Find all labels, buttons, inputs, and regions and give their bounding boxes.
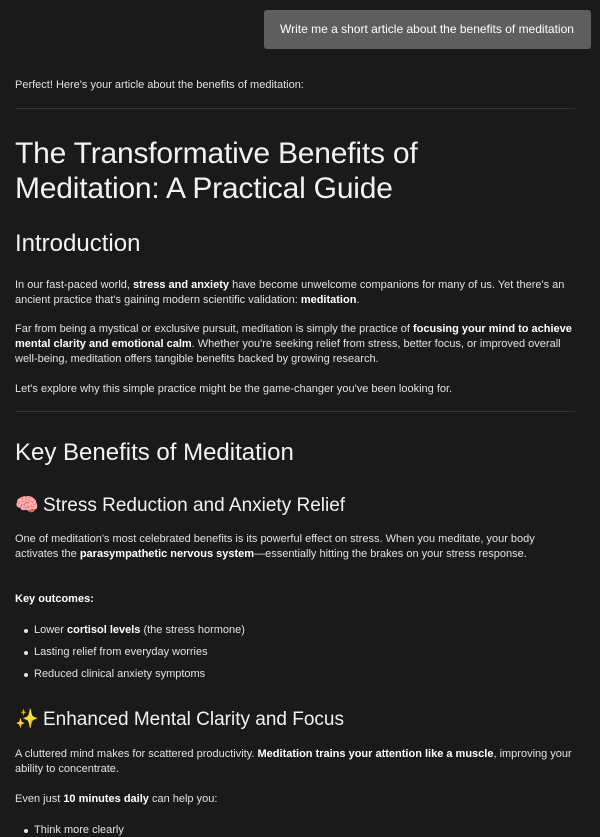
text: can help you: (148, 793, 218, 805)
heading-text: Stress Reduction and Anxiety Relief (43, 495, 346, 516)
introduction-heading: Introduction (15, 230, 141, 257)
text: have become unwelcome companions for many of us. Yet there's an ancient practice that's gaining modern scientific validation: (15, 279, 565, 306)
bold-text: Meditation trains your attention like a muscle (257, 748, 494, 760)
text: —essentially hitting the brakes on your stress response. (254, 548, 527, 560)
clarity-paragraph-2 (15, 792, 575, 807)
text: In our fast-paced world, (15, 279, 134, 291)
text: Reduced clinical anxiety symptoms (34, 668, 206, 680)
text: , improving your ability to concentrate. (15, 748, 572, 775)
text: Lower (34, 624, 68, 636)
sparkles-icon: ✨ (15, 708, 39, 730)
article-title-line-2: Meditation: A Practical Guide (15, 172, 393, 205)
key-outcomes-label (15, 592, 575, 607)
intro-paragraph-1 (15, 278, 575, 308)
bold-text: Key outcomes: (15, 593, 94, 605)
clarity-paragraph-1 (15, 747, 575, 777)
text: Even just (15, 793, 64, 805)
intro-paragraph-2 (15, 322, 575, 367)
user-message-bubble (264, 10, 591, 49)
text: (the stress hormone) (140, 624, 245, 636)
text: Think more clearly (34, 824, 124, 836)
list-item (15, 819, 124, 837)
stress-section-heading (15, 492, 345, 519)
key-benefits-heading: Key Benefits of Meditation (15, 439, 294, 466)
bold-text: stress and anxiety (133, 279, 230, 291)
article-title (15, 136, 418, 206)
text: . Whether you're seeking relief from stress, better focus, or improved overall well-being, meditation offers tangible benefits backed by growing research. (15, 338, 561, 365)
bold-text: parasympathetic nervous system (79, 548, 255, 560)
text: . (356, 294, 360, 306)
list-item (15, 641, 245, 663)
list-item (15, 663, 245, 685)
clarity-section-heading (15, 706, 344, 733)
user-message-text: Write me a short article about the benefits of meditation (280, 22, 574, 36)
divider (15, 411, 575, 412)
clarity-benefits-list (15, 819, 124, 837)
heading-text: Enhanced Mental Clarity and Focus (43, 709, 344, 730)
bold-text: 10 minutes daily (63, 793, 149, 805)
stress-paragraph (15, 532, 575, 562)
list-item (15, 619, 245, 641)
intro-paragraph-3: Let's explore why this simple practice might be the game-changer you've been looking for. (15, 383, 453, 395)
bold-text: focusing your mind to achieve mental clarity and emotional calm (15, 323, 572, 350)
brain-icon: 🧠 (15, 494, 39, 516)
response-intro-line: Perfect! Here's your article about the benefits of meditation: (15, 79, 304, 91)
text: A cluttered mind makes for scattered productivity. (15, 748, 258, 760)
divider (15, 108, 575, 109)
text: Far from being a mystical or exclusive pursuit, meditation is simply the practice of (15, 323, 413, 335)
text: One of meditation's most celebrated benefits is its powerful effect on stress. When you meditate, your body activates the (15, 533, 535, 560)
stress-outcomes-list (15, 619, 245, 685)
bold-text: meditation (300, 294, 357, 306)
article-title-line-1: The Transformative Benefits of (15, 137, 418, 170)
text: Lasting relief from everyday worries (34, 646, 208, 658)
bold-text: cortisol levels (67, 624, 141, 636)
